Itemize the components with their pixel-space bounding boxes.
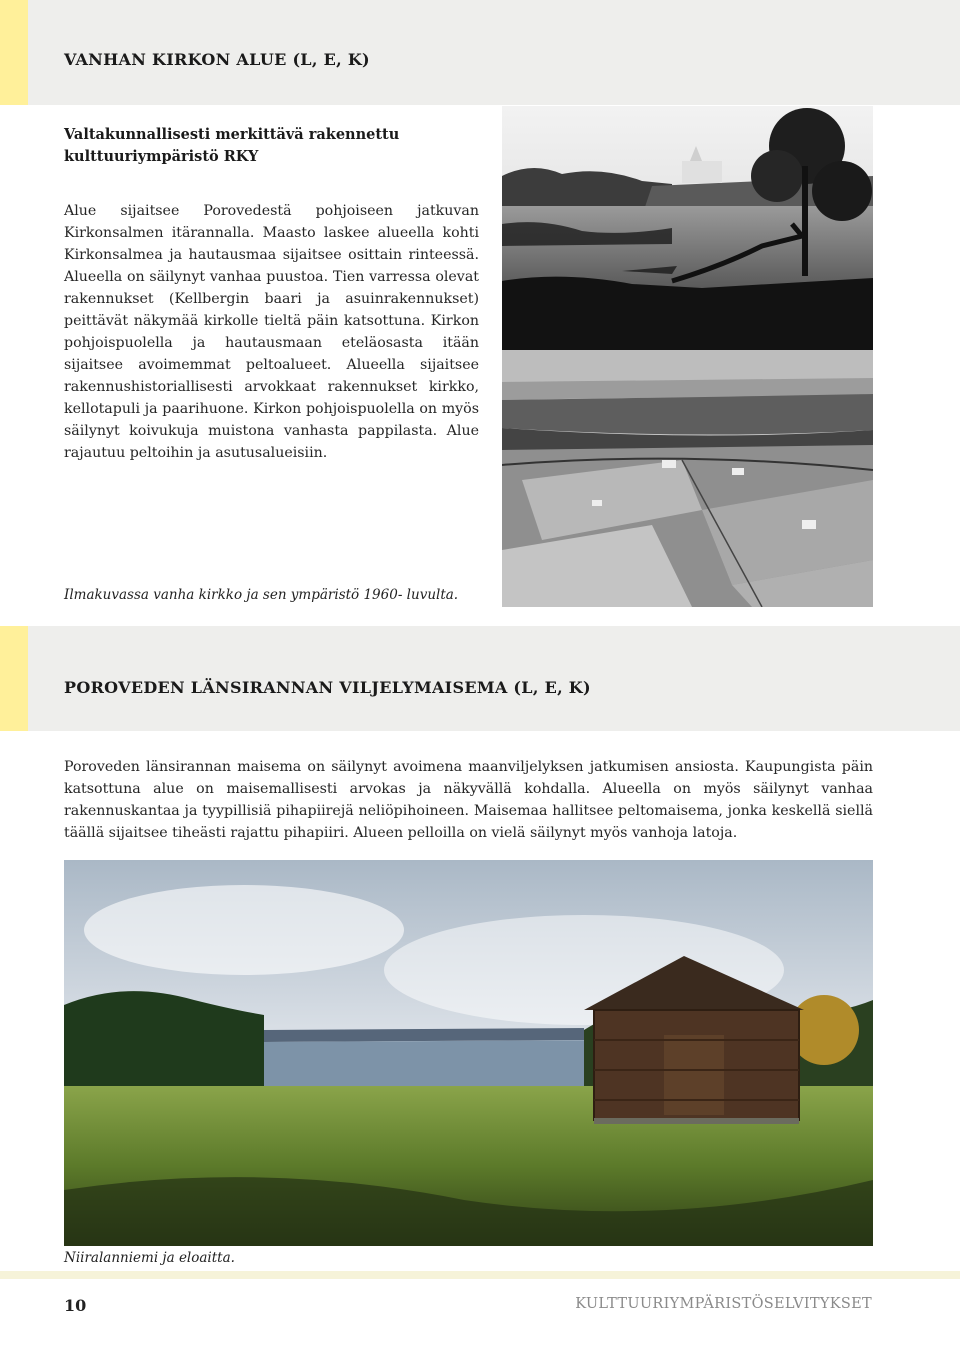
footer-divider [0,1271,960,1279]
historical-aerial-photo [502,350,873,607]
section-body-text: Alue sijaitsee Porovedestä pohjoiseen jatkuvan Kirkonsalmen itärannalla. Maasto laskee alueella kohti Kirkonsalmea ja hautausmaa sijaitsee osittain rinteessä. Alueella on säilynyt vanhaa puustoa. Tien varressa olevat rakennukset (Kellbergin baari ja asuinrakennukset) peittävät näkymää kirkolle tieltä päin katsottuna. Kirkon pohjoispuolella ja hautausmaan eteläosasta itään sijaitsee avoimemmat peltoalueet. Alueella sijaitsee rakennushistoriallisesti arvokkaat rakennukset kirkko, kellotapuli ja paarihuone. Kirkon pohjoispuolella on myös säilynyt koivukuja muistona vanhasta pappilasta. Alue rajautuu peltoihin ja asutusalueisiin. [64,203,479,461]
section-title: VANHAN KIRKON ALUE (L, E, K) [64,50,370,69]
section-title: POROVEDEN LÄNSIRANNAN VILJELYMAISEMA (L, E, K) [64,678,591,697]
section-header-band [0,626,960,731]
accent-bar [0,626,28,731]
figure-caption: Niiralanniemi ja eloaitta. [64,1250,235,1266]
section-subtitle: Valtakunnallisesti merkittävä rakennettu kulttuuriympäristö RKY [64,126,400,165]
page-number: 10 [64,1296,87,1315]
accent-bar [0,0,28,105]
document-title: KULTTUURIYMPÄRISTÖSELVITYKSET [575,1296,872,1312]
historical-lake-photo [502,106,873,350]
barn-landscape-photo [64,860,873,1246]
section-header-band [0,0,960,105]
section-body-text: Poroveden länsirannan maisema on säilynyt avoimena maanviljelyksen jatkumisen ansiosta. Kaupungista päin katsottuna alue on maisemallisesti arvokas ja näkyvällä kohdalla. Alueella on myös säilynyt vanhaa rakennuskantaa ja tyypillisiä pihapiirejä neliöpihoineen. Maisemaa hallitsee peltomaisema, jonka keskellä siellä täällä sijaitsee tiheästi rajattu pihapiiri. Alueen pelloilla on vielä säilynyt myös vanhoja latoja. [64,759,873,841]
figure-caption: Ilmakuvassa vanha kirkko ja sen ympäristö 1960- luvulta. [64,587,459,603]
